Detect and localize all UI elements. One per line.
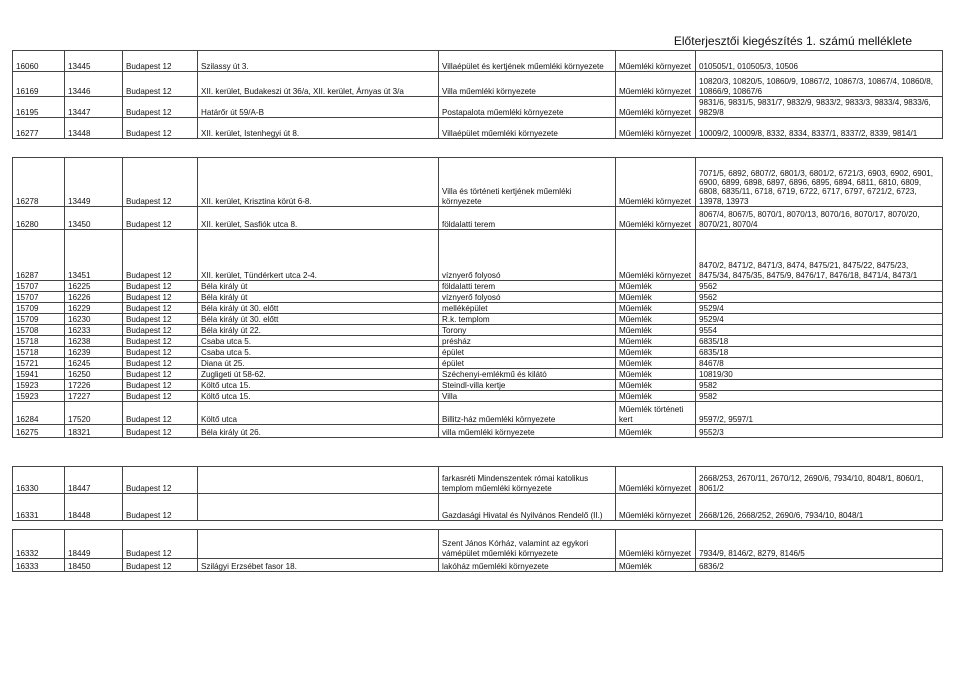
protection-cell: Műemlék [616,281,696,292]
protection-cell: Műemléki környezet [616,118,696,139]
reg-id-cell: 16250 [65,369,123,380]
description-cell: melléképület [439,303,616,314]
address-cell: XII. kerület, Sasfiók utca 8. [198,207,439,230]
reg-id-cell: 18450 [65,559,123,572]
reg-id-cell: 16229 [65,303,123,314]
table-row [13,391,943,402]
document-header: Előterjesztői kiegészítés 1. számú melléklete [673,34,912,48]
protection-cell: Műemlék [616,559,696,572]
reg-id-cell: 16245 [65,358,123,369]
city-cell: Budapest 12 [123,494,198,521]
parcels-cell: 9554 [696,325,943,336]
spacer-cell [13,521,943,530]
table-row [13,530,943,559]
city-cell: Budapest 12 [123,347,198,358]
parcels-cell: 7071/5, 6892, 6807/2, 6801/3, 6801/2, 6721/3, 6903, 6902, 6901, 6900, 6899, 6898, 6897, 6896, 6895, 6894, 6811, 6810, 6809, 6808, 6835/11, 6718, 6719, 6722, 6717, 6797, 6721/2, 6723, 13978, 13973 [696,158,943,207]
table-row [13,559,943,572]
city-cell: Budapest 12 [123,158,198,207]
description-cell: földalatti terem [439,281,616,292]
obj-id-cell: 16280 [13,207,65,230]
parcels-cell: 9529/4 [696,314,943,325]
address-cell: Béla király út 22. [198,325,439,336]
city-cell: Budapest 12 [123,118,198,139]
obj-id-cell: 16330 [13,467,65,494]
obj-id-cell: 15721 [13,358,65,369]
address-cell: Határőr út 59/A-B [198,97,439,118]
protection-cell: Műemlék [616,358,696,369]
table-row [13,51,943,72]
city-cell: Budapest 12 [123,358,198,369]
protection-cell: Műemlék [616,347,696,358]
description-cell: Széchenyi-emlékmű és kilátó [439,369,616,380]
protection-cell: Műemléki környezet [616,467,696,494]
protection-cell: Műemlék [616,425,696,438]
protection-cell: Műemléki környezet [616,158,696,207]
obj-id-cell: 16331 [13,494,65,521]
protection-cell: Műemléki környezet [616,530,696,559]
protection-cell: Műemléki környezet [616,51,696,72]
spacer-row [13,438,943,467]
table-body [13,51,943,572]
city-cell: Budapest 12 [123,207,198,230]
city-cell: Budapest 12 [123,391,198,402]
city-cell: Budapest 12 [123,97,198,118]
city-cell: Budapest 12 [123,559,198,572]
parcels-cell: 9582 [696,391,943,402]
table-row [13,230,943,281]
obj-id-cell: 16169 [13,72,65,97]
table-row [13,467,943,494]
obj-id-cell: 15707 [13,292,65,303]
reg-id-cell: 13450 [65,207,123,230]
city-cell: Budapest 12 [123,380,198,391]
obj-id-cell: 15941 [13,369,65,380]
city-cell: Budapest 12 [123,402,198,425]
description-cell: Szent János Kórház, valamint az egykori vámépület műemléki környezete [439,530,616,559]
address-cell: XII. kerület, Tündérkert utca 2-4. [198,230,439,281]
table-row [13,314,943,325]
description-cell: présház [439,336,616,347]
address-cell [198,467,439,494]
city-cell: Budapest 12 [123,425,198,438]
obj-id-cell: 15708 [13,325,65,336]
description-cell: villa műemléki környezete [439,425,616,438]
parcels-cell: 9529/4 [696,303,943,314]
protection-cell: Műemlék [616,391,696,402]
protection-cell: Műemlék [616,314,696,325]
address-cell: Csaba utca 5. [198,347,439,358]
city-cell: Budapest 12 [123,369,198,380]
protection-cell: Műemlék [616,369,696,380]
protection-cell: Műemléki környezet [616,97,696,118]
reg-id-cell: 18321 [65,425,123,438]
city-cell: Budapest 12 [123,281,198,292]
parcels-cell: 010505/1, 010505/3, 10506 [696,51,943,72]
address-cell: Csaba utca 5. [198,336,439,347]
table-row [13,402,943,425]
parcels-cell: 9562 [696,281,943,292]
parcels-cell: 9552/3 [696,425,943,438]
address-cell: Diana út 25. [198,358,439,369]
table-row [13,358,943,369]
parcels-cell: 9831/6, 9831/5, 9831/7, 9832/9, 9833/2, 9833/3, 9833/4, 9833/6, 9829/8 [696,97,943,118]
address-cell: XII. kerület, Budakeszi út 36/a, XII. kerület, Árnyas út 3/a [198,72,439,97]
description-cell: víznyerő folyosó [439,292,616,303]
city-cell: Budapest 12 [123,314,198,325]
parcels-cell: 8067/4, 8067/5, 8070/1, 8070/13, 8070/16, 8070/17, 8070/20, 8070/21, 8070/4 [696,207,943,230]
city-cell: Budapest 12 [123,530,198,559]
parcels-cell: 6835/18 [696,347,943,358]
address-cell: Költő utca [198,402,439,425]
table-row [13,292,943,303]
protection-cell: Műemlék [616,325,696,336]
table-row [13,336,943,347]
address-cell: Béla király út [198,281,439,292]
table-row [13,207,943,230]
reg-id-cell: 16225 [65,281,123,292]
spacer-cell [13,139,943,158]
description-cell: Villa [439,391,616,402]
description-cell: földalatti terem [439,207,616,230]
obj-id-cell: 15709 [13,303,65,314]
reg-id-cell: 13446 [65,72,123,97]
obj-id-cell: 15709 [13,314,65,325]
parcels-cell: 10820/3, 10820/5, 10860/9, 10867/2, 10867/3, 10867/4, 10860/8, 10866/9, 10867/6 [696,72,943,97]
reg-id-cell: 16239 [65,347,123,358]
address-cell: Béla király út 30. előtt [198,303,439,314]
reg-id-cell: 18447 [65,467,123,494]
reg-id-cell: 16230 [65,314,123,325]
city-cell: Budapest 12 [123,467,198,494]
address-cell: Zugligeti út 58-62. [198,369,439,380]
parcels-cell: 6836/2 [696,559,943,572]
obj-id-cell: 16275 [13,425,65,438]
protection-cell: Műemléki környezet [616,72,696,97]
description-cell: lakóház műemléki környezete [439,559,616,572]
parcels-cell: 9562 [696,292,943,303]
address-cell: XII. kerület, Krisztina körút 6-8. [198,158,439,207]
obj-id-cell: 16195 [13,97,65,118]
obj-id-cell: 16278 [13,158,65,207]
obj-id-cell: 16287 [13,230,65,281]
reg-id-cell: 17227 [65,391,123,402]
address-cell: Béla király út 26. [198,425,439,438]
city-cell: Budapest 12 [123,51,198,72]
protection-cell: Műemléki környezet [616,494,696,521]
obj-id-cell: 16333 [13,559,65,572]
table-row [13,97,943,118]
address-cell: XII. kerület, Istenhegyi út 8. [198,118,439,139]
address-cell [198,494,439,521]
reg-id-cell: 16233 [65,325,123,336]
protection-cell: Műemlék [616,380,696,391]
parcels-cell: 2668/126, 2668/252, 2690/6, 7934/10, 8048/1 [696,494,943,521]
description-cell: Steindl-villa kertje [439,380,616,391]
city-cell: Budapest 12 [123,303,198,314]
table-row [13,72,943,97]
description-cell: Villa és történeti kertjének műemléki környezete [439,158,616,207]
description-cell: Torony [439,325,616,336]
obj-id-cell: 15707 [13,281,65,292]
obj-id-cell: 16277 [13,118,65,139]
city-cell: Budapest 12 [123,325,198,336]
spacer-row [13,139,943,158]
table-row [13,425,943,438]
address-cell: Költő utca 15. [198,380,439,391]
address-cell [198,530,439,559]
city-cell: Budapest 12 [123,292,198,303]
table-row [13,369,943,380]
table-row [13,347,943,358]
obj-id-cell: 16284 [13,402,65,425]
reg-id-cell: 13445 [65,51,123,72]
description-cell: Postapalota műemléki környezete [439,97,616,118]
description-cell: Villa műemléki környezete [439,72,616,97]
table-row [13,281,943,292]
description-cell: Gazdasági Hivatal és Nyilvános Rendelő (II.) [439,494,616,521]
obj-id-cell: 15923 [13,391,65,402]
obj-id-cell: 16332 [13,530,65,559]
obj-id-cell: 15718 [13,336,65,347]
description-cell: Villaépület és kertjének műemléki környezete [439,51,616,72]
parcels-cell: 8467/8 [696,358,943,369]
description-cell: R.k. templom [439,314,616,325]
address-cell: Szilassy út 3. [198,51,439,72]
parcels-cell: 10819/30 [696,369,943,380]
reg-id-cell: 13447 [65,97,123,118]
address-cell: Béla király út [198,292,439,303]
reg-id-cell: 13451 [65,230,123,281]
address-cell: Béla király út 30. előtt [198,314,439,325]
parcels-cell: 8470/2, 8471/2, 8471/3, 8474, 8475/21, 8475/22, 8475/23, 8475/34, 8475/35, 8475/9, 8476/17, 8476/18, 8471/4, 8473/1 [696,230,943,281]
table-row [13,303,943,314]
table-row [13,380,943,391]
reg-id-cell: 13448 [65,118,123,139]
description-cell: Villaépület műemléki környezete [439,118,616,139]
city-cell: Budapest 12 [123,72,198,97]
description-cell: épület [439,358,616,369]
obj-id-cell: 15923 [13,380,65,391]
reg-id-cell: 18448 [65,494,123,521]
parcels-cell: 2668/253, 2670/11, 2670/12, 2690/6, 7934/10, 8048/1, 8060/1, 8061/2 [696,467,943,494]
protection-cell: Műemléki környezet [616,207,696,230]
reg-id-cell: 16238 [65,336,123,347]
city-cell: Budapest 12 [123,336,198,347]
spacer-row [13,521,943,530]
parcels-cell: 9582 [696,380,943,391]
description-cell: épület [439,347,616,358]
parcels-cell: 9597/2, 9597/1 [696,402,943,425]
description-cell: víznyerő folyosó [439,230,616,281]
parcels-cell: 6835/18 [696,336,943,347]
parcels-cell: 10009/2, 10009/8, 8332, 8334, 8337/1, 8337/2, 8339, 9814/1 [696,118,943,139]
city-cell: Budapest 12 [123,230,198,281]
protection-cell: Műemlék [616,292,696,303]
protection-cell: Műemléki környezet [616,230,696,281]
reg-id-cell: 18449 [65,530,123,559]
address-cell: Költő utca 15. [198,391,439,402]
heritage-table [12,50,943,572]
obj-id-cell: 15718 [13,347,65,358]
protection-cell: Műemlék [616,336,696,347]
reg-id-cell: 17226 [65,380,123,391]
description-cell: farkasréti Mindenszentek római katolikus templom műemléki környezete [439,467,616,494]
reg-id-cell: 16226 [65,292,123,303]
obj-id-cell: 16060 [13,51,65,72]
parcels-cell: 7934/9, 8146/2, 8279, 8146/5 [696,530,943,559]
reg-id-cell: 17520 [65,402,123,425]
protection-cell: Műemlék [616,303,696,314]
spacer-cell [13,438,943,467]
table-row [13,158,943,207]
protection-cell: Műemlék történeti kert [616,402,696,425]
address-cell: Szilágyi Erzsébet fasor 18. [198,559,439,572]
table-row [13,118,943,139]
table-row [13,494,943,521]
table-row [13,325,943,336]
description-cell: Billitz-ház műemléki környezete [439,402,616,425]
reg-id-cell: 13449 [65,158,123,207]
